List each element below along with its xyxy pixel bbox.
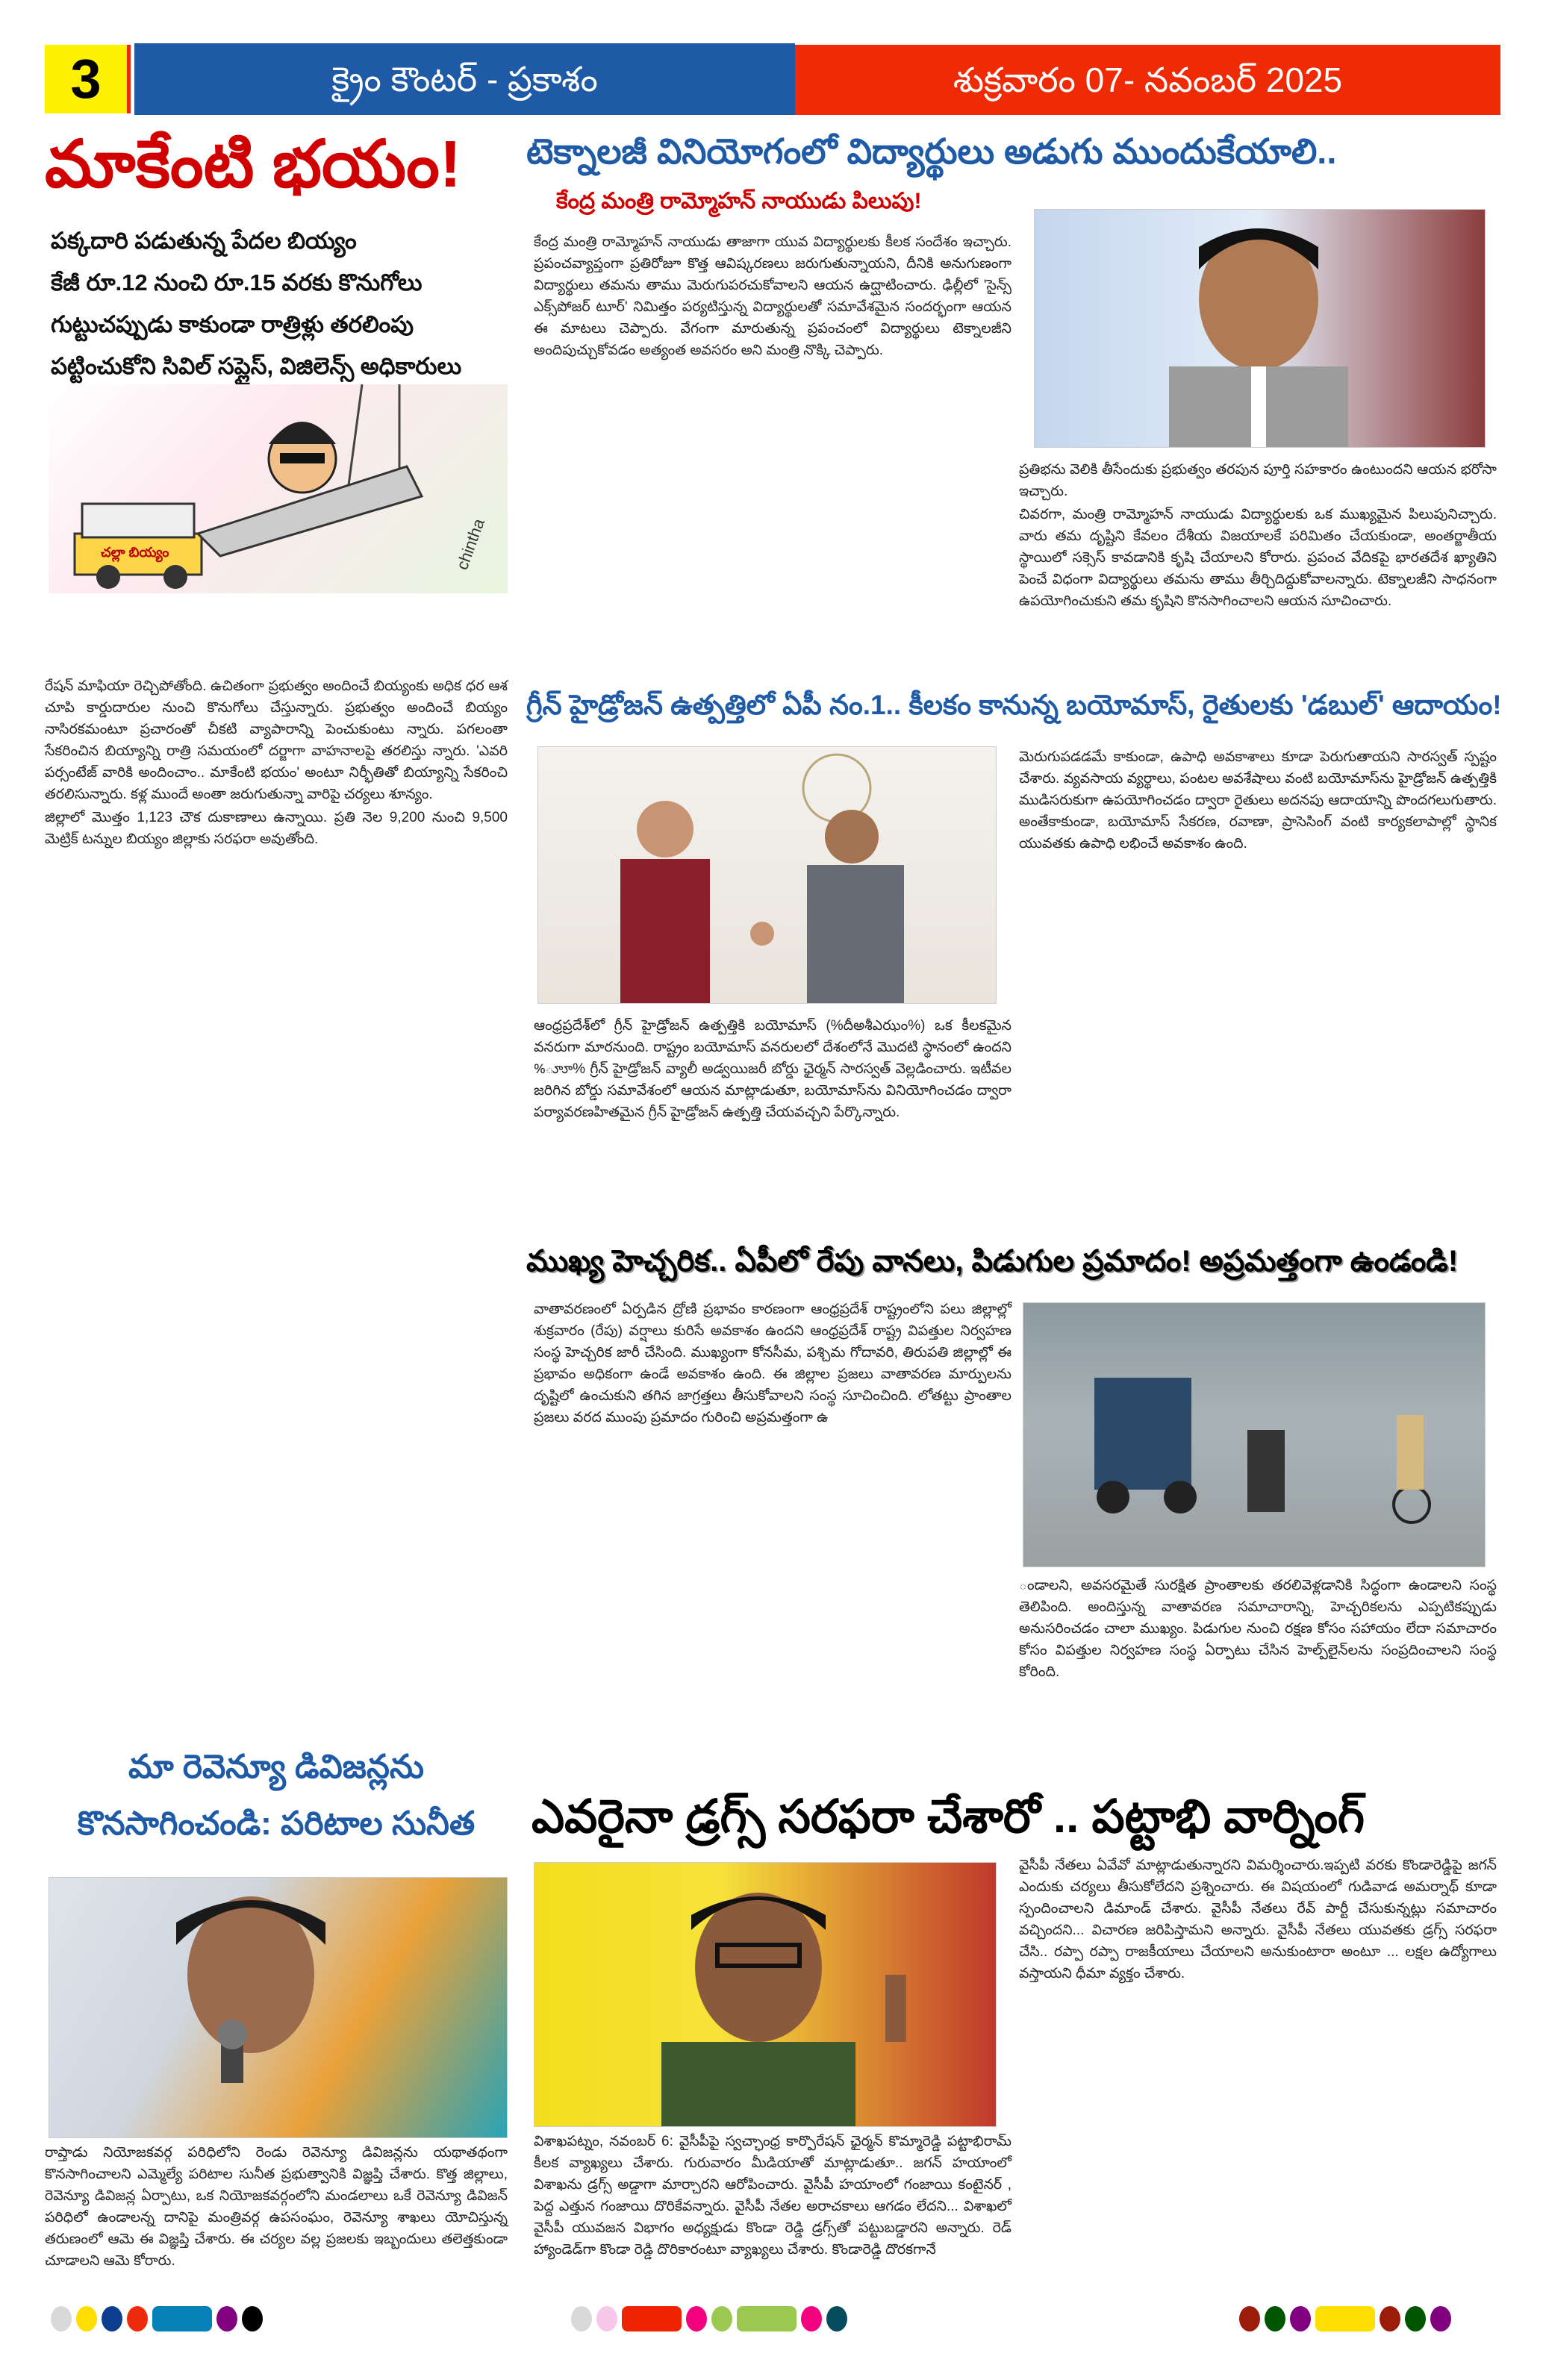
registration-mark: [127, 2306, 148, 2331]
registration-mark: [51, 2306, 72, 2331]
drugs-body-left: విశాఖపట్నం, నవంబర్ 6: వైసీపీపై స్వచ్ఛాంధ్ర కార్పొరేషన్ ఛైర్మన్ కొమ్మారెడ్డి పట్టాభిరామ్ కీలక వ్యాఖ్యలు చేశారు. గురువారం మీడియాతో మాట్లాడుతూ.. జగన్ హయాంలో విశాఖను డ్రగ్స్ అడ్డాగా మార్చారని ఆరోపించారు. వైసీపీ హయాంలో గంజాయి కంటైనర్ , పెద్ద ఎత్తున గంజాయి దొరికేవన్నారు. వైసీపీ నేతల అరాచకాలు ఆగడం లేదని... విశాఖలో వైసీపీ యువజన విభాగం అధ్యక్షుడు కొండా రెడ్డి డ్రగ్స్‌తో పట్టుబడ్డారని అన్నారు. రెడ్ హ్యాండెడ్‌గా కొండా రెడ్డి దొరికారంటూ వ్యాఖ్యలు చేశారు. కొండారెడ్డి దొరకగానే: [534, 2134, 1011, 2258]
hydrogen-headline: గ్రీన్ హైడ్రోజన్ ఉత్పత్తిలో ఏపీ నం.1.. కీలకం కానున్న బయోమాస్, రైతులకు 'డబుల్' ఆదాయం!: [526, 690, 1502, 720]
weather-headline: ముఖ్య హెచ్చరిక.. ఏపీలో రేపు వానలు, పిడుగుల ప్రమాదం! అప్రమత్తంగా ఉండండి!: [526, 1245, 1459, 1278]
registration-mark: [152, 2306, 212, 2331]
rice-subhead: పట్టించుకోని సివిల్ సప్లైస్, విజిలెన్స్ అధికారులు: [51, 353, 462, 379]
registration-mark: [1405, 2306, 1426, 2331]
rice-subhead: గుట్టుచప్పుడు కాకుండా రాత్రిళ్లు తరలింపు: [51, 311, 414, 337]
paragraph: రేషన్ మాఫియా రెచ్చిపోతోంది. ఉచితంగా ప్రభుత్వం అందించే బియ్యంకు అధిక ధర ఆశ చూపి కార్డుదారుల నుంచి కొనుగోలు చేస్తున్నారు. ప్రభుత్వం అందించే బియ్యం నాసిరకమంటూ ప్రచారంతో చీకటి వ్యాపారాన్ని పెంచుకుంటు న్నారు. పగలంతా సేకరించిన బియ్యాన్ని రాత్రి సమయంలో దర్జాగా వాహనాలపై తరలిస్తు న్నారు. 'ఎవరి పర్సంటేజ్ వారికి అందించాం.. మాకేంటి భయం' అంటూ నిర్భీతితో బియ్యాన్ని సేకరించి తరలిసున్నారు. కళ్ల ముందే అంతా జరుగుతున్నా వారిపై చర్యలు శూన్యం.: [45, 678, 508, 802]
registration-mark: [242, 2306, 263, 2331]
tech-body-right: [1019, 459, 1497, 613]
tech-headline: టెక్నాలజీ వినియోగంలో విద్యార్థులు అడుగు ముందుకేయాలి..: [526, 131, 1337, 171]
rice-subhead: కేజీ రూ.12 నుంచి రూ.15 వరకు కొనుగోలు: [51, 269, 423, 296]
revenue-body: రాప్తాడు నియోజకవర్గ పరిధిలోని రెండు రెవెన్యూ డివిజన్లను యథాతథంగా కొనసాగించాలని ఎమ్మెల్యే పరిటాల సునీత ప్రభుత్వానికి విజ్ఞప్తి చేశారు. కొత్త జిల్లాలు, రెవెన్యూ డివిజన్ల ఏర్పాటు, ఒక నియోజకవర్గంలోని మండలాలు ఒకే రెవెన్యూ డివిజన్ పరిధిలో ఉండాలన్న దానిపై మంత్రివర్గ ఉపసంఘం, రెవెన్యూ శాఖలు యోచిస్తున్న తరుణంలో ఆమె ఈ విజ్ఞప్తి చేశారు. ఈ చర్యల వల్ల ప్రజలకు ఇబ్బందులు తలెత్తకుండా చూడాలని ఆమె కోరారు.: [45, 2145, 508, 2269]
hydrogen-body-right: మెరుగుపడడమే కాకుండా, ఉపాధి అవకాశాలు కూడా పెరుగుతాయని సారస్వత్ స్పష్టం చేశారు. వ్యవసాయ వ్యర్థాలు, పంటల అవశేషాలు వంటి బయోమాస్‌ను హైడ్రోజన్ ఉత్పత్తికి ముడిసరుకుగా ఉపయోగించడం ద్వారా రైతులు అదనపు ఆదాయాన్ని పొందగలుగుతారు. అంతేకాకుండా, బయోమాస్ సేకరణ, రవాణా, ప్రాసెసింగ్ వంటి కార్యకలాపాల్లో స్థానిక యువతకు ఉపాధి లభించే అవకాశం ఉంది.: [1019, 749, 1497, 852]
registration-mark: [711, 2306, 732, 2331]
cartoon-signature: chintha: [452, 516, 488, 572]
registration-mark: [622, 2306, 682, 2331]
section-title: క్రైం కౌంటర్ - ప్రకాశం: [134, 43, 795, 115]
registration-mark: [801, 2306, 822, 2331]
paritala-sunitha-photo: [49, 1877, 508, 2138]
registration-mark: [571, 2306, 592, 2331]
rice-subhead: పక్కదారి పడుతున్న పేదల బియ్యం: [51, 228, 357, 254]
hydrogen-meeting-photo: [537, 746, 997, 1004]
pattabhi-photo: [534, 1862, 997, 2127]
rammohan-naidu-photo: [1034, 209, 1486, 448]
headline-line: మా రెవెన్యూ డివిజన్లను: [128, 1749, 424, 1785]
tech-subhead: కేంద్ర మంత్రి రామ్మోహన్ నాయుడు పిలుపు!: [556, 189, 922, 213]
registration-mark: [596, 2306, 617, 2331]
weather-body-left: వాతావరణంలో ఏర్పడిన ద్రోణి ప్రభావం కారణంగా ఆంధ్రప్రదేశ్ రాష్ట్రంలోని పలు జిల్లాల్లో శుక్రవారం (రేపు) వర్షాలు కురిసే అవకాశం ఉందని ఆంధ్రప్రదేశ్ రాష్ట్ర విపత్తుల నిర్వహణ సంస్థ హెచ్చరిక జారీ చేసింది. ముఖ్యంగా కోనసీమ, పశ్చిమ గోదావరి, తిరుపతి జిల్లాల్లో ఈ ప్రభావం అధికంగా ఉండే అవకాశం ఉంది. ఈ జిల్లాల ప్రజలు వాతావరణ మార్పులను దృష్టిలో ఉంచుకుని తగిన జాగ్రత్తలు తీసుకోవాలని సంస్థ సూచించింది. లోతట్టు ప్రాంతాల ప్రజలు వరద ముంపు ప్రమాదం గురించి అప్రమత్తంగా ఉ: [534, 1302, 1011, 1425]
drugs-body-right: వైసీపీ నేతలు ఏవేవో మాట్లాడుతున్నారని విమర్శించారు.ఇప్పటి వరకు కొండారెడ్డిపై జగన్ ఎందుకు చర్యలు తీసుకోలేదని ప్రశ్నించారు. ఈ విషయంలో గుడివాడ అమర్నాథ్ కూడా స్పందించాలని డిమాండ్ చేశారు. వైసీపీ నేతలు రేవ్ పార్టీ చేసుకున్నట్లు సమాచారం వచ్చిందని... విచారణ జరిపిస్తామని అన్నారు. వైసీపీ నేతలు యువతకు డ్రగ్స్ సరఫరా చేసి.. రప్పా రప్పా రాజకీయాలు చేయాలని అనుకుంటారా అంటూ ... లక్షల ఉద్యోగాలు వస్తాయని ధీమా వ్యక్తం చేశారు.: [1019, 1858, 1497, 1981]
registration-mark: [76, 2306, 97, 2331]
truck-label: చల్లా బియ్యం: [101, 545, 169, 560]
weather-body-right: ండాలని, అవసరమైతే సురక్షిత ప్రాంతాలకు తరలివెళ్లడానికి సిద్ధంగా ఉండాలని సంస్థ తెలిపింది. అందిస్తున్న వాతావరణ సమాచారాన్ని, హెచ్చరికలను ఎప్పటికప్పుడు అనుసరించడం చాలా ముఖ్యం. పిడుగుల నుంచి రక్షణ కోసం సహాయం లేదా సమాచారం కోసం విపత్తుల నిర్వహణ సంస్థ ఏర్పాటు చేసిన హెల్ప్‌లైన్‌లను సంప్రదించాలని సంస్థ కోరింది.: [1019, 1578, 1497, 1680]
registration-mark: [1430, 2306, 1451, 2331]
page-number: 3: [45, 45, 131, 113]
headline-line: కొనసాగించండి: పరిటాల సునీత: [77, 1805, 476, 1842]
hydrogen-body-left: ఆంధ్రప్రదేశ్‌లో గ్రీన్ హైడ్రోజన్ ఉత్పత్తికి బయోమాస్ (%దీఅశీఎఝం%) ఒక కీలకమైన వనరుగా మారనుంది. రాష్ట్రం బయోమాస్ వనరులలో దేశంలోనే మొదటి స్థానంలో ఉందని %ూూ% గ్రీన్ హైడ్రోజన్ వ్యాలీ అడ్వయిజరీ బోర్డు ఛైర్మన్ సారస్వత్ వెల్లడించారు. ఇటీవల జరిగిన బోర్డు సమావేశంలో ఆయన మాట్లాడుతూ, బయోమాస్‌ను వినియోగించడం ద్వారా పర్యావరణహితమైన గ్రీన్ హైడ్రోజన్ ఉత్పత్తి చేయవచ్చని పేర్కొన్నారు.: [534, 1018, 1011, 1120]
registration-mark: [826, 2306, 847, 2331]
registration-mark: [216, 2306, 237, 2331]
rice-subheads: [51, 220, 506, 387]
rice-body: [45, 675, 508, 852]
rice-cartoon: [49, 384, 508, 593]
registration-mark: [1380, 2306, 1400, 2331]
rain-street-photo: [1023, 1302, 1486, 1567]
registration-mark: [1315, 2306, 1375, 2331]
registration-marks-middle: [571, 2306, 847, 2331]
rice-headline: మాకేంటి భయం!: [45, 127, 461, 201]
tech-body-left: కేంద్ర మంత్రి రామ్మోహన్ నాయుడు తాజాగా యువ విద్యార్థులకు కీలక సందేశం ఇచ్చారు. ప్రపంచవ్యాప్తంగా ప్రతిరోజూ కొత్త ఆవిష్కరణలు జరుగుతున్నాయని, దీనికి అనుగుణంగా విద్యార్థులు తమను తాము మెరుగుపరచుకోవాలని ఆయన ఉద్ఘాటించారు. ఢిల్లీలో 'సైన్స్ ఎక్స్‌పోజర్ టూర్' నిమిత్తం పర్యటిస్తున్న విద్యార్థులతో సమావేశమైన సందర్భంగా ఆయన ఈ మాటలు చెప్పారు. వేగంగా మారుతున్న ప్రపంచంలో విద్యార్థులు టెక్నాలజీని అందిపుచ్చుకోవడం అత్యంత అవసరం అని మంత్రి నొక్కి చెప్పారు.: [534, 234, 1011, 358]
registration-mark: [102, 2306, 122, 2331]
paragraph: ప్రతిభను వెలికి తీసేందుకు ప్రభుత్వం తరపున పూర్తి సహకారం ఉంటుందని ఆయన భరోసా ఇచ్చారు.: [1019, 462, 1497, 499]
registration-mark: [1290, 2306, 1311, 2331]
registration-mark: [1265, 2306, 1285, 2331]
issue-date: శుక్రవారం 07- నవంబర్ 2025: [795, 45, 1500, 115]
paragraph: జిల్లాలో మొత్తం 1,123 చౌక దుకాణాలు ఉన్నాయి. ప్రతి నెల 9,200 నుంచి 9,500 మెట్రిక్ టన్నుల బియ్యం జిల్లాకు సరఫరా అవుతోంది.: [45, 810, 508, 847]
drugs-headline: ఎవరైనా డ్రగ్స్ సరఫరా చేశారో .. పట్టాభి వార్నింగ్: [532, 1791, 1365, 1843]
registration-mark: [737, 2306, 797, 2331]
registration-marks-right: [1239, 2306, 1451, 2331]
registration-mark: [686, 2306, 707, 2331]
paragraph: చివరగా, మంత్రి రామ్మోహన్ నాయుడు విద్యార్థులకు ఒక ముఖ్యమైన పిలుపునిచ్చారు. వారు తమ దృష్టిని కేవలం దేశీయ విజయాలకే పరిమితం చేయకుండా, అంతర్జాతీయ స్థాయిలో సక్సెస్ కావడానికి కృషి చేయాలని కోరారు. ప్రపంచ వేదికపై భారతదేశ ఖ్యాతిని పెంచే విధంగా విద్యార్థులు తమను తాము తీర్చిదిద్దుకోవాలన్నారు. టెక్నాలజీని సాధనంగా ఉపయోగించుకుని తమ కృషిని కొనసాగించాలని ఆయన సూచించారు.: [1019, 507, 1497, 609]
registration-mark: [1239, 2306, 1260, 2331]
registration-marks-left: [51, 2306, 263, 2331]
revenue-headline: [45, 1739, 508, 1852]
